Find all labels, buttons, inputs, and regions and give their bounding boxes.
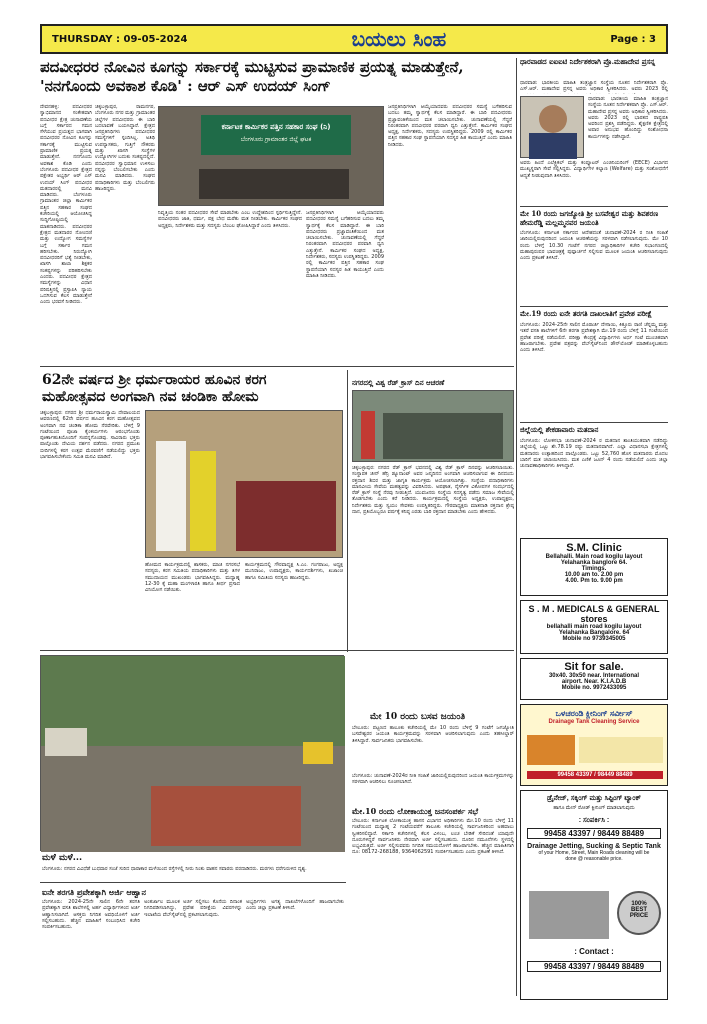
- badge-price: PRICE: [629, 913, 649, 919]
- divider: [520, 306, 668, 307]
- divider: [347, 370, 348, 652]
- clinic-ad: [520, 538, 668, 596]
- drainage-ad-2-en-line1: of your Home, Street, Main Roads cleaning will be: [538, 850, 650, 856]
- site-sale-line1: 30x40. 30x50 near. International: [548, 673, 640, 679]
- site-sale-line2: airport. Near. K.I.A.D.B: [561, 679, 627, 685]
- site-sale-ad: [520, 658, 668, 700]
- sidebar-text-1a: ಧಾರವಾಡ: ಭಾರತೀಯ ಮಾಹಿತಿ ತಂತ್ರಜ್ಞಾನ ಸಂಸ್ಥೆಯ ನೂತನ ನಿರ್ದೇಶಕರಾಗಿ ಪ್ರೊ. ಎಸ್.ಆರ್. ಮಹಾದೇವ ಪ್ರಸನ್ನ ಅವರು ಅಧಿಕಾರ ಸ್ವೀಕರಿಸಿದರು. ಅವರು 2023 ರಲ್ಲಿ: [520, 80, 668, 93]
- person-red: [361, 411, 375, 459]
- sidebar-text-1b: ಧಾರವಾಡ: ಭಾರತೀಯ ಮಾಹಿತಿ ತಂತ್ರಜ್ಞಾನ ಸಂಸ್ಥೆಯ ನೂತನ ನಿರ್ದೇಶಕರಾಗಿ ಪ್ರೊ. ಎಸ್.ಆರ್. ಮಹಾದೇವ ಪ್ರಸನ್ನ ಅವರು ಅಧಿಕಾರ ಸ್ವೀಕರಿಸಿದರು. ಅವರು 2023 ರಲ್ಲಿ ಭಾರತದ ರಾಷ್ಟ್ರಪತಿ ಅವರಿಂದ ಪ್ರಶಸ್ತಿ ಪಡೆದಿದ್ದರು. ಶೈಕ್ಷಣಿಕ ಕ್ಷೇತ್ರದಲ್ಲಿ ಅಪಾರ ಅನುಭವ ಹೊಂದಿದ್ದು ಸಂಶೋಧನಾ ಕಾರ್ಯಗಳನ್ನು ನಡೆಸಿದ್ದಾರೆ.: [588, 96, 668, 140]
- tanker-truck-icon: [527, 735, 575, 765]
- sidebar-text-3: ಬೆಂಗಳೂರು: 2024-25ನೇ ಸಾಲಿನ ಮೊರಾರ್ಜಿ ದೇಸಾಯಿ, ಕಿತ್ತೂರು ರಾಣಿ ಚೆನ್ನಮ್ಮ ಮತ್ತು ಇತರೆ ವಸತಿ ಶಾಲೆಗಳಿಗೆ 6ನೇ ತರಗತಿ ಪ್ರವೇಶಕ್ಕಾಗಿ ಮೇ.19 ರಂದು ಬೆಳಿಗ್ಗೆ 11 ಗಂಟೆಯಿಂದ ಪ್ರವೇಶ ಪರೀಕ್ಷೆ ನಡೆಯಲಿದೆ. ಪರೀಕ್ಷಾ ಕೇಂದ್ರಕ್ಕೆ ವಿದ್ಯಾರ್ಥಿಗಳು ಅರ್ಧ ಗಂಟೆ ಮುಂಚಿತವಾಗಿ ಹಾಜರಾಗಬೇಕು. ಪ್ರವೇಶ ಪತ್ರವನ್ನು ವೆಬ್‌ಸೈಟ್‌ನಿಂದ ಡೌನ್‌ಲೋಡ್ ಮಾಡಿಕೊಳ್ಳಬಹುದು ಎಂದು ತಿಳಿಸಿದೆ.: [520, 322, 668, 354]
- basava-headline: ಮೇ 10 ರಂದು ಬಸವ ಜಯಂತಿ: [370, 712, 466, 722]
- clinic-address-2: Yelahanka banglore 64.: [560, 560, 628, 566]
- site-sale-phone: Mobile no. 9972433095: [561, 685, 627, 691]
- sidebar-text-1c: ಅವರು ಹಿಂದೆ ಎಲೆಕ್ಟ್ರಿಕಲ್ ಮತ್ತು ಕಂಪ್ಯೂಟರ್ ಎಂಜಿನಿಯರಿಂಗ್ (EECE) ವಿಭಾಗದ ಮುಖ್ಯಸ್ಥರಾಗಿ ಸೇವೆ ಸಲ್ಲಿಸಿದ್ದರು. ವಿದ್ಯಾರ್ಥಿಗಳ ಕಲ್ಯಾಣ (Welfare) ಮತ್ತು ಸಂಶೋಧನೆಗೆ ಆದ್ಯತೆ ನೀಡುವುದಾಗಿ ತಿಳಿಸಿದರು.: [520, 160, 668, 179]
- main-headline: ಪದವೀಧರರ ನೋವಿನ ಕೂಗನ್ನು ಸರ್ಕಾರಕ್ಕೆ ಮುಟ್ಟಿಸುವ ಪ್ರಾಮಾಣಿಕ ಪ್ರಯತ್ನ ಮಾಡುತ್ತೇನೆ, 'ನನಗೊಂದು ಅವಕಾಶ ಕೊಡಿ' : ಆರ್ ಎಸ್ ಉದಯ್ ಸಿಂಗ್: [40, 58, 464, 95]
- basava-text1: ಬೇಲೂರು: ಪಟ್ಟಣದ ತಾಲೂಕು ಕಚೇರಿಯಲ್ಲಿ ಮೇ 10 ರಂದು ಬೆಳಿಗ್ಗೆ 9 ಗಂಟೆಗೆ ಜಗಜ್ಯೋತಿ ಬಸವೇಶ್ವರರ ಜಯಂತಿ ಕಾರ್ಯಕ್ರಮವನ್ನು ಸರಳವಾಗಿ ಆಚರಿಸಲಾಗುವುದು ಎಂದು ತಹಸೀಲ್ದಾರ್ ತಿಳಿಸಿದ್ದಾರೆ. ಸಾರ್ವಜನಿಕರು ಭಾಗವಹಿಸಬೇಕು.: [352, 725, 514, 744]
- masthead: [40, 24, 668, 54]
- karaga-text1: ಚಿಕ್ಕಬಳ್ಳಾಪುರ: ನಗರದ ಶ್ರೀ ಧರ್ಮರಾಯಸ್ವಾಮಿ ದೇವಾಲಯದ ಆವರಣದಲ್ಲಿ 62ನೇ ವರ್ಷದ ಹೂವಿನ ಕರಗ ಮಹೋತ್ಸವದ ಅಂಗವಾಗಿ ನವ ಚಂಡಿಕಾ ಹೋಮ ನೆರವೇರಿತು. ಬೆಳಿಗ್ಗೆ 9 ಗಂಟೆಯಿಂದ ಪೂಜಾ ಕೈಂಕರ್ಯಗಳು ಆರಂಭಗೊಂಡು ಪೂರ್ಣಾಹುತಿಯೊಂದಿಗೆ ಸಂಪನ್ನಗೊಂಡವು. ಸಾವಿರಾರು ಭಕ್ತರು ಪಾಲ್ಗೊಂಡು ದೇವಿಯ ದರ್ಶನ ಪಡೆದರು. ನಗರದ ಪ್ರಮುಖ ಬೀದಿಗಳಲ್ಲಿ ಕರಗ ಉತ್ಸವ ಮೆರವಣಿಗೆ ನಡೆಯಲಿದ್ದು ಭಕ್ತರು ಭಾಗವಹಿಸಬೇಕೆಂದು ಸಮಿತಿ ಮನವಿ ಮಾಡಿದೆ.: [40, 410, 140, 461]
- badge-best: BEST: [630, 907, 647, 913]
- drainage-ad-2-title: ಡ್ರೈನೇಜ್, ಸಕ್ಕಿಂಗ್ ಮತ್ತು ಸಿಪ್ಟಿಂಗ್ ಟ್ಯಾಂಕ್: [547, 795, 641, 802]
- bottom-headline: ಐನೇ ತರಗತಿ ಪ್ರವೇಶಕ್ಕಾಗಿ ಅರ್ಜಿ ಆಹ್ವಾನ: [42, 887, 146, 897]
- redcross-photo: [352, 390, 514, 462]
- drainage-ad-1-phone: 99458 43397 / 98449 88489: [527, 771, 663, 779]
- drainage-ad-1-details: [579, 737, 663, 763]
- medicals-ad: [520, 600, 668, 654]
- main-article-col1: ದೇವನಹಳ್ಳಿ: ಪದವೀಧರರ ಸ್ವಾಭಿಮಾನದ ಸಂಕೇತವಾಗಿ ಪದವೀಧರ ಕ್ಷೇತ್ರ ಚುನಾವಣೆಯ ಬಗ್ಗೆ ಸರ್ಕಾರದ ಗಮನ ಸೆಳೆಯುವ ಪ್ರಯತ್ನದ ಭಾಗವಾಗಿ ಪದವೀಧರರ ನೋವಿನ ಕೂಗನ್ನು ಸರ್ಕಾರಕ್ಕೆ ಮುಟ್ಟಿಸುವ ಪ್ರಾಮಾಣಿಕ ಪ್ರಯತ್ನ ಮಾಡುತ್ತೇನೆ. ನನಗೊಂದು ಅವಕಾಶ ಕೊಡಿ ಎಂದು ಬೆಂಗಳೂರು ಪದವೀಧರ ಕ್ಷೇತ್ರದ ಪಕ್ಷೇತರ ಅಭ್ಯರ್ಥಿ ಆರ್ ಎಸ್ ಉದಯ್ ಸಿಂಗ್ ಪದವೀಧರ ಮತದಾರರಲ್ಲಿ ಮನವಿ ಮಾಡಿದರು. ಬೆಂಗಳೂರು ಗ್ರಾಮಾಂತರ ಜಿಲ್ಲಾ ಕಾರ್ಮಿಕರ ಪತ್ತಿನ ಸಹಕಾರ ಸಂಘದ ಕಚೇರಿಯಲ್ಲಿ ಆಯೋಜಿಸಿದ್ದ ಸುದ್ದಿಗೋಷ್ಠಿಯಲ್ಲಿ ಮಾತನಾಡಿದರು. ಪದವೀಧರರ ಕ್ಷೇತ್ರದ ಮತದಾರರ ನೋಂದಣಿ ಮತ್ತು ಉದ್ಯೋಗ ಸಮಸ್ಯೆಗಳ ಬಗ್ಗೆ ಸರ್ಕಾರ ಗಮನ ಹರಿಸಬೇಕು. ನಿರುದ್ಯೋಗಿ ಪದವೀಧರರಿಗೆ ಭತ್ಯೆ ನೀಡಬೇಕು, ಖಾಸಗಿ ಶಾಲಾ ಶಿಕ್ಷಕರ ಸಂಕಷ್ಟಗಳನ್ನು ಪರಿಹರಿಸಬೇಕು ಎಂದರು. ಪದವೀಧರ ಕ್ಷೇತ್ರದ ಸಮಸ್ಯೆಗಳನ್ನು ವಿಧಾನ ಪರಿಷತ್ತಿನಲ್ಲಿ ಪ್ರಸ್ತಾಪಿಸಿ ನ್ಯಾಯ ಒದಗಿಸುವ ಕೆಲಸ ಮಾಡುತ್ತೇನೆ ಎಂದು ಭರವಸೆ ನೀಡಿದರು.: [40, 104, 92, 306]
- face: [539, 105, 567, 133]
- bottom-text3: ಅಭ್ಯರ್ಥಿಗಳು ಅಗತ್ಯ ದಾಖಲೆಗಳೊಂದಿಗೆ ಹಾಜರಾಗಬೇಕು ಎಂದು ಜಿಲ್ಲಾ ಪ್ರಕಟಣೆ ತಿಳಿಸಿದೆ.: [246, 899, 344, 912]
- sidebar-headline-3: ಮೇ.19 ರಂದು ಐನೇ ತರಗತಿ ದಾಖಲಾತಿಗೆ ಪ್ರವೇಶ ಪರೀಕ್ಷೆ: [520, 309, 652, 318]
- divider: [520, 206, 668, 207]
- lokayukta-headline: ಮೇ.10 ರಂದು ಲೋಕಾಯುಕ್ತ ಜನಸಂಪರ್ಕ ಸಭೆ: [352, 806, 479, 816]
- main-article-col2: ಚಿಕ್ಕಬಳ್ಳಾಪುರ, ರಾಮನಗರ, ಬೆಂಗಳೂರು ನಗರ ಮತ್ತು ಗ್ರಾಮಾಂತರ ಜಿಲ್ಲೆಗಳ ಪದವೀಧರರು ಈ ಬಾರಿ ಬದಲಾವಣೆ ಬಯಸಿದ್ದಾರೆ. ಕ್ಷೇತ್ರದ ಜನಪ್ರತಿನಿಧಿಗಳು ಪದವೀಧರರ ಸಮಸ್ಯೆಗಳಿಗೆ ಸ್ಪಂದಿಸಿಲ್ಲ. ಅತಿಥಿ ಉಪನ್ಯಾಸಕರು, ಗುತ್ತಿಗೆ ನೌಕರರು ಮತ್ತು ಖಾಸಗಿ ಸಂಸ್ಥೆಗಳ ಉದ್ಯೋಗಿಗಳ ಬದುಕು ಸಂಕಷ್ಟದಲ್ಲಿದೆ. ಪದವೀಧರರ ಸ್ವಾಭಿಮಾನ ಉಳಿಸಲು ನನ್ನನ್ನು ಬೆಂಬಲಿಸಬೇಕು ಎಂದು ಮನವಿ ಮಾಡಿದರು. ಸಂಘದ ಪದಾಧಿಕಾರಿಗಳು ಮತ್ತು ಬೆಂಬಲಿಗರು ಹಾಜರಿದ್ದರು.: [95, 104, 155, 192]
- person-yellow: [190, 451, 216, 551]
- rain-photo: [40, 655, 344, 851]
- main-article-col5: ಜನಪ್ರತಿನಿಧಿಗಳಾಗಿ ಆಯ್ಕೆಯಾದವರು ಪದವೀಧರರ ಸಮಸ್ಯೆ ಬಗೆಹರಿಸುವ ಬದಲು ತಮ್ಮ ಸ್ವಾರ್ಥಕ್ಕೆ ಕೆಲಸ ಮಾಡಿದ್ದಾರೆ. ಈ ಬಾರಿ ಪದವೀಧರರು ಪ್ರಜ್ಞಾವಂತಿಕೆಯಿಂದ ಮತ ಚಲಾಯಿಸಬೇಕು. ಚುನಾವಣೆಯಲ್ಲಿ ಗೆದ್ದರೆ ನಿರಂತರವಾಗಿ ಪದವೀಧರರ ಪರವಾಗಿ ಧ್ವನಿ ಎತ್ತುತ್ತೇನೆ. ಕಾರ್ಮಿಕರ ಸಂಘದ ಅಧ್ಯಕ್ಷ, ನಿರ್ದೇಶಕರು, ಸದಸ್ಯರು ಉಪಸ್ಥಿತರಿದ್ದರು. 2009 ರಲ್ಲಿ ಕಾರ್ಮಿಕರ ಪತ್ತಿನ ಸಹಕಾರ ಸಂಘ ಸ್ಥಾಪನೆಯಾಗಿ ಸದಸ್ಯರ ಹಿತ ಕಾಯುತ್ತಿದೆ ಎಂದು ಮಾಹಿತಿ ನೀಡಿದರು.: [388, 104, 512, 148]
- sidebar-text-2: ಬೆಂಗಳೂರು: ಕರ್ನಾಟಕ ಸರ್ಕಾರದ ಆದೇಶದಂತೆ ಚುನಾವಣೆ-2024 ರ ನೀತಿ ಸಂಹಿತೆ ಜಾರಿಯಲ್ಲಿರುವುದರಿಂದ ಜಯಂತಿ ಆಚರಣೆಯನ್ನು ಸರಳವಾಗಿ ನಡೆಸಲಾಗುವುದು. ಮೇ 10 ರಂದು ಬೆಳಿಗ್ಗೆ 10.30 ಗಂಟೆಗೆ ನಗರದ ಜಿಲ್ಲಾಧಿಕಾರಿಗಳ ಕಚೇರಿ ಸಭಾಂಗಣದಲ್ಲಿ ಮಹಾಪುರುಷರ ಭಾವಚಿತ್ರಕ್ಕೆ ಪುಷ್ಪಾರ್ಚನೆ ಸಲ್ಲಿಸುವ ಮೂಲಕ ಜಯಂತಿ ಆಚರಿಸಲಾಗುವುದು ಎಂದು ಪ್ರಕಟಣೆ ತಿಳಿಸಿದೆ.: [520, 230, 668, 262]
- clinic-timings-2: 4.00. Pm to. 9.00 pm: [565, 578, 623, 584]
- karaga-photo: [145, 410, 343, 558]
- best-price-badge: [617, 891, 661, 935]
- main-article-col3: ನಿವೃತ್ತಿಯ ನಂತರ ಪದವೀಧರರ ಸೇವೆ ಮಾಡಬೇಕು ಎಂಬ ಉದ್ದೇಶದಿಂದ ಸ್ಪರ್ಧಿಸುತ್ತಿದ್ದೇನೆ. ಪದವೀಧರರು ಜಾತಿ, ಧರ್ಮ, ಪಕ್ಷ ಬೇಧ ಮರೆತು ಮತ ನೀಡಬೇಕು. ಕಾರ್ಮಿಕರ ಸಂಘದ ಅಧ್ಯಕ್ಷರು, ನಿರ್ದೇಶಕರು ಮತ್ತು ಸದಸ್ಯರು ಬೆಂಬಲ ಘೋಷಿಸಿದ್ದಾರೆ ಎಂದು ತಿಳಿಸಿದರು.: [158, 210, 302, 229]
- issue-date: THURSDAY : 09-05-2024: [52, 33, 188, 45]
- medicals-address-1: bellahalli main road kogilu layout: [546, 624, 642, 630]
- divider: [40, 366, 514, 367]
- drainage-ad-1-sub: Drainage Tank Cleaning Service: [548, 719, 640, 725]
- sidebar-headline-2: ಮೇ 10 ರಂದು ಜಗಜ್ಯೋತಿ ಶ್ರೀ ಬಸವೇಶ್ವರ ಮತ್ತು ಶಿವಶರಣ ಹೇಮರೆಡ್ಡಿ ಮಲ್ಲಮ್ಮನವರ ಜಯಂತಿ: [520, 209, 659, 227]
- badge-percent: 100%: [631, 901, 647, 907]
- karaga-text2: ಹೋಮದ ಕಾರ್ಯಕ್ರಮದಲ್ಲಿ ಶಾಸಕರು, ಮಾಜಿ ನಗರಸಭೆ ಸದಸ್ಯರು, ಕರಗ ಸಮಿತಿಯ ಪದಾಧಿಕಾರಿಗಳು ಮತ್ತು ತಿಗಳ ಸಮುದಾಯದ ಮುಖಂಡರು ಭಾಗವಹಿಸಿದ್ದರು. ಮಧ್ಯಾಹ್ನ 12-30 ಕ್ಕೆ ಮಹಾ ಮಂಗಳಾರತಿ ಹಾಗೂ ತೀರ್ಥ ಪ್ರಸಾದ ವಿನಿಯೋಗ ನಡೆಯಿತು.: [145, 562, 240, 594]
- banner: [201, 115, 351, 155]
- priest-figure: [156, 441, 186, 551]
- drainage-ad-2-en-title: Drainage Jetting, Sucking & Septic Tank: [527, 843, 661, 850]
- clinic-name: S.M. Clinic: [566, 542, 622, 554]
- drainage-ad-2-contact-label: : ಸಂಪರ್ಕಿಸಿ :: [578, 817, 610, 824]
- auto-rickshaw: [303, 742, 333, 764]
- sidebar-text-4: ಬೆಂಗಳೂರು: ಲೋಕಸಭಾ ಚುನಾವಣೆ-2024 ರ ಮತದಾನ ಶಾಂತಿಯುತವಾಗಿ ನಡೆದಿದ್ದು ಜಿಲ್ಲೆಯಲ್ಲಿ ಒಟ್ಟು ಶೇ.78.19 ರಷ್ಟು ಮತದಾನವಾಗಿದೆ. ಎಲ್ಲಾ ವಿಧಾನಸಭಾ ಕ್ಷೇತ್ರಗಳಲ್ಲಿ ಮತದಾರರು ಉತ್ಸಾಹದಿಂದ ಪಾಲ್ಗೊಂಡರು. ಒಟ್ಟು 52,760 ಹೊಸ ಮತದಾರರು ಮೊದಲ ಬಾರಿಗೆ ಮತ ಚಲಾಯಿಸಿದರು. ಮತ ಎಣಿಕೆ ಜೂನ್ 4 ರಂದು ನಡೆಯಲಿದೆ ಎಂದು ಜಿಲ್ಲಾ ಚುನಾವಣಾಧಿಕಾರಿಗಳು ತಿಳಿಸಿದ್ದಾರೆ.: [520, 438, 668, 470]
- redcross-headline: ನಗರದಲ್ಲಿ ವಿಶ್ವ ರೆಡ್ ಕ್ರಾಸ್ ದಿನ ಆಚರಣೆ: [352, 378, 445, 387]
- page-number: Page : 3: [610, 33, 656, 45]
- medicals-address-2: Yelahanka Bangalore. 64: [558, 630, 630, 636]
- suit: [529, 133, 577, 159]
- paved-area: [151, 786, 301, 846]
- drainage-ad-2-phone: 99458 43397 / 98449 88489: [527, 828, 661, 839]
- sidebar-headline-4: ಜಿಲ್ಲೆಯಲ್ಲಿ ಶೇಕಡಾವಾರು ಮತದಾನ: [520, 425, 599, 434]
- group: [383, 413, 503, 459]
- basava-text2: ಬೆಂಗಳೂರು: ಚುನಾವಣೆ-2024ರ ನೀತಿ ಸಂಹಿತೆ ಜಾರಿಯಲ್ಲಿರುವುದರಿಂದ ಜಯಂತಿ ಕಾರ್ಯಕ್ರಮಗಳನ್ನು ಸರಳವಾಗಿ ಆಚರಿಸಲು ಸೂಚಿಸಲಾಗಿದೆ.: [352, 773, 514, 786]
- rain-caption-title: ಮಳೆ ಮಳೆ...: [42, 853, 83, 863]
- medicals-name: S . M . MEDICALS & GENERAL stores: [528, 604, 660, 624]
- medicals-phone: Mobile no 9739345005: [562, 636, 626, 642]
- clinic-address-1: Bellahalli. Main road kogilu layout: [545, 554, 643, 560]
- truck: [45, 728, 87, 756]
- lokayukta-text: ಬೇಲೂರು: ಕರ್ನಾಟಕ ಲೋಕಾಯುಕ್ತ ಹಾಸನ ವಿಭಾಗದ ಅಧಿಕಾರಿಗಳು ಮೇ.10 ರಂದು ಬೆಳಿಗ್ಗೆ 11 ಗಂಟೆಯಿಂದ ಮಧ್ಯಾಹ್ನ 2 ಗಂಟೆಯವರೆಗೆ ತಾಲೂಕು ಕಚೇರಿಯಲ್ಲಿ ಸಾರ್ವಜನಿಕರಿಂದ ಅಹವಾಲು ಸ್ವೀಕರಿಸಲಿದ್ದಾರೆ. ಸರ್ಕಾರಿ ಕಚೇರಿಗಳಲ್ಲಿ ಕೆಲಸ ವಿಳಂಬ, ಲಂಚ ಬೇಡಿಕೆ ಸೇರಿದಂತೆ ಯಾವುದೇ ದೂರುಗಳಿದ್ದರೆ ಸಾರ್ವಜನಿಕರು ನೇರವಾಗಿ ಅರ್ಜಿ ಸಲ್ಲಿಸಬಹುದು. ದೂರಿನ ನಮೂನೆಗಳು ಸ್ಥಳದಲ್ಲಿ ಲಭ್ಯವಿರುತ್ತವೆ. ಅರ್ಜಿ ಸಲ್ಲಿಸುವವರು ನಿಗದಿತ ಸಮಯದೊಳಗೆ ಹಾಜರಾಗಬೇಕು. ಹೆಚ್ಚಿನ ಮಾಹಿತಿಗಾಗಿ ದೂ: 08172-268188, 9364062591 ಸಂಪರ್ಕಿಸಬಹುದು ಎಂದು ಪ್ರಕಟಣೆ ತಿಳಿಸಿದೆ.: [352, 818, 514, 856]
- sidebar-headline-1: ಧಾರವಾಡದ ಐಐಐಟಿ ನಿರ್ದೇಶಕರಾಗಿ ಪ್ರೊ.ಮಹಾದೇವ ಪ್ರಸನ್ನ: [520, 57, 656, 66]
- drainage-ad-1: [520, 704, 668, 786]
- main-article-col4: ಜನಪ್ರತಿನಿಧಿಗಳಾಗಿ ಆಯ್ಕೆಯಾದವರು ಪದವೀಧರರ ಸಮಸ್ಯೆ ಬಗೆಹರಿಸುವ ಬದಲು ತಮ್ಮ ಸ್ವಾರ್ಥಕ್ಕೆ ಕೆಲಸ ಮಾಡಿದ್ದಾರೆ. ಈ ಬಾರಿ ಪದವೀಧರರು ಪ್ರಜ್ಞಾವಂತಿಕೆಯಿಂದ ಮತ ಚಲಾಯಿಸಬೇಕು. ಚುನಾವಣೆಯಲ್ಲಿ ಗೆದ್ದರೆ ನಿರಂತರವಾಗಿ ಪದವೀಧರರ ಪರವಾಗಿ ಧ್ವನಿ ಎತ್ತುತ್ತೇನೆ. ಕಾರ್ಮಿಕರ ಸಂಘದ ಅಧ್ಯಕ್ಷ, ನಿರ್ದೇಶಕರು, ಸದಸ್ಯರು ಉಪಸ್ಥಿತರಿದ್ದರು. 2009 ರಲ್ಲಿ ಕಾರ್ಮಿಕರ ಪತ್ತಿನ ಸಹಕಾರ ಸಂಘ ಸ್ಥಾಪನೆಯಾಗಿ ಸದಸ್ಯರ ಹಿತ ಕಾಯುತ್ತಿದೆ ಎಂದು ಮಾಹಿತಿ ನೀಡಿದರು.: [306, 210, 384, 279]
- drainage-ad-2-contact2: : Contact :: [574, 947, 614, 956]
- karaga-text3: ಕಾರ್ಯಕ್ರಮದಲ್ಲಿ ಗೌರವಾಧ್ಯಕ್ಷ ಸಿ.ಎಂ. ಗಂಗರಾಜು, ಅಧ್ಯಕ್ಷ ಮುನಿರಾಜು, ಉಪಾಧ್ಯಕ್ಷರು, ಕಾರ್ಯದರ್ಶಿಗಳು, ಖಜಾಂಚಿ ಹಾಗೂ ಸಮಿತಿಯ ಸದಸ್ಯರು ಹಾಜರಿದ್ದರು.: [245, 562, 343, 581]
- redcross-text: ಚಿಕ್ಕಬಳ್ಳಾಪುರ: ನಗರದ ರೆಡ್ ಕ್ರಾಸ್ ಭವನದಲ್ಲಿ ವಿಶ್ವ ರೆಡ್ ಕ್ರಾಸ್ ದಿನವನ್ನು ಆಚರಿಸಲಾಯಿತು. ಸಂಸ್ಥಾಪಕ ಜೀನ್ ಹೆನ್ರಿ ಡ್ಯೂನಾಂಟ್ ಅವರ ಜನ್ಮದಿನದ ಅಂಗವಾಗಿ ಆಚರಿಸಲಾಗುವ ಈ ದಿನದಂದು ರಕ್ತದಾನ ಶಿಬಿರ ಮತ್ತು ಜಾಗೃತಿ ಕಾರ್ಯಕ್ರಮ ಆಯೋಜಿಸಲಾಗಿತ್ತು. ಸಂಸ್ಥೆಯ ಪದಾಧಿಕಾರಿಗಳು ಮಾನವೀಯ ಸೇವೆಯ ಮಹತ್ವವನ್ನು ವಿವರಿಸಿದರು. ಅಪಘಾತ, ನೈಸರ್ಗಿಕ ವಿಕೋಪಗಳ ಸಂದರ್ಭದಲ್ಲಿ ರೆಡ್ ಕ್ರಾಸ್ ಸಂಸ್ಥೆ ನೆರವು ನೀಡುತ್ತಿದೆ. ಯುವಜನರು ಸಂಸ್ಥೆಯ ಸದಸ್ಯತ್ವ ಪಡೆದು ಸಮಾಜ ಸೇವೆಯಲ್ಲಿ ತೊಡಗಬೇಕು ಎಂದು ಕರೆ ನೀಡಿದರು. ಕಾರ್ಯಕ್ರಮದಲ್ಲಿ ಸಂಸ್ಥೆಯ ಅಧ್ಯಕ್ಷರು, ಉಪಾಧ್ಯಕ್ಷರು, ನಿರ್ದೇಶಕರು ಮತ್ತು ಸ್ವಯಂ ಸೇವಕರು ಉಪಸ್ಥಿತರಿದ್ದರು. ಗೌರವಾಧ್ಯಕ್ಷರು ಮಾತನಾಡಿ ರಕ್ತದಾನ ಶ್ರೇಷ್ಠ ದಾನ, ಪ್ರತಿಯೊಬ್ಬರೂ ವರ್ಷಕ್ಕೆ ಕನಿಷ್ಠ ಎರಡು ಬಾರಿ ರಕ್ತದಾನ ಮಾಡಬೇಕು ಎಂದು ಹೇಳಿದರು.: [352, 465, 514, 516]
- clinic-timings-label: Timings.: [581, 566, 607, 572]
- newspaper-name: ಬಯಲು ಸಿಂಹ: [351, 27, 447, 51]
- bottom-text2: ಅಂತರ್ಜಾಲ ಮೂಲಕ ಅರ್ಜಿ ಸಲ್ಲಿಸಲು ಕೊನೆಯ ದಿನಾಂಕ ನಿಗದಿಪಡಿಸಲಾಗಿದ್ದು, ಪ್ರವೇಶ ಪರೀಕ್ಷೆಯ ವಿವರಗಳನ್ನು ಇಲಾಖೆಯ ವೆಬ್‌ಸೈಟ್‌ನಲ್ಲಿ ಪ್ರಕಟಿಸಲಾಗುವುದು.: [144, 899, 242, 918]
- drainage-ad-2-line: ಹಾಗೂ ಮೇನ್ ರೋಡ್ ಕ್ಲೀನಿಂಗ್ ಮಾಡಲಾಗುವುದು: [553, 805, 635, 811]
- people-row: [199, 169, 349, 199]
- clinic-timings-1: 10.00 am to. 2.00 pm: [564, 572, 624, 578]
- portrait-photo: [520, 96, 584, 158]
- divider: [40, 650, 514, 651]
- banner-line2: ಬೆಂಗಳೂರು ಗ್ರಾಮಾಂತರ ಜಿಲ್ಲೆ ಘಟಕ: [240, 136, 312, 143]
- banner-line1: ಕರ್ನಾಟಕ ಕಾರ್ಮಿಕರ ಪತ್ತಿನ ಸಹಕಾರ ಸಂಘ (ನಿ): [221, 123, 331, 131]
- karaga-headline: 62ನೇ ವರ್ಷದ ಶ್ರೀ ಧರ್ಮರಾಯರ ಹೂವಿನ ಕರಗ ಮಹೋತ್ಸವದ ಅಂಗವಾಗಿ ನವ ಚಂಡಿಕಾ ಹೋಮ: [42, 372, 267, 405]
- drainage-ad-2-en-line2: done @ reasonable price.: [565, 856, 623, 862]
- bottom-text1: ಬೆಂಗಳೂರು: 2024-25ನೇ ಸಾಲಿನ 6ನೇ ತರಗತಿ ಪ್ರವೇಶಕ್ಕಾಗಿ ವಸತಿ ಶಾಲೆಗಳಲ್ಲಿ ಅರ್ಹ ವಿದ್ಯಾರ್ಥಿಗಳಿಂದ ಅರ್ಜಿ ಆಹ್ವಾನಿಸಲಾಗಿದೆ. ಆಸಕ್ತರು ನಿಗದಿತ ಅವಧಿಯೊಳಗೆ ಅರ್ಜಿ ಸಲ್ಲಿಸಬಹುದು. ಹೆಚ್ಚಿನ ಮಾಹಿತಿಗೆ ಸಂಬಂಧಿಸಿದ ಕಚೇರಿ ಸಂಪರ್ಕಿಸಬಹುದು.: [42, 899, 140, 931]
- divider: [520, 422, 668, 423]
- divider: [40, 882, 346, 883]
- rain-caption-text: ಬೆಂಗಳೂರು: ನಗರದ ವಿವಿಧೆಡೆ ಬುಧವಾರ ಸಂಜೆ ಸುರಿದ ಧಾರಾಕಾರ ಮಳೆಯಿಂದ ರಸ್ತೆಗಳಲ್ಲಿ ನೀರು ನಿಂತು ವಾಹನ ಸವಾರರು ಪರದಾಡಿದರು. ಮರಗಳು ಧರೆಗುರುಳಿದ ದೃಶ್ಯ.: [42, 866, 307, 872]
- drainage-ad-2-phone2: 99458 43397 / 98449 88489: [527, 961, 661, 972]
- altar: [236, 481, 336, 551]
- drainage-ad-2: [520, 790, 668, 1000]
- drainage-ad-1-title: ಒಳಚರಂಡಿ ಕ್ಲೀನಿಂಗ್ ಸರ್ವೀಸ್: [555, 709, 633, 718]
- site-sale-title: Sit for sale.: [564, 661, 624, 673]
- main-photo: [158, 106, 384, 206]
- divider: [516, 58, 517, 996]
- truck-photo: [529, 891, 609, 939]
